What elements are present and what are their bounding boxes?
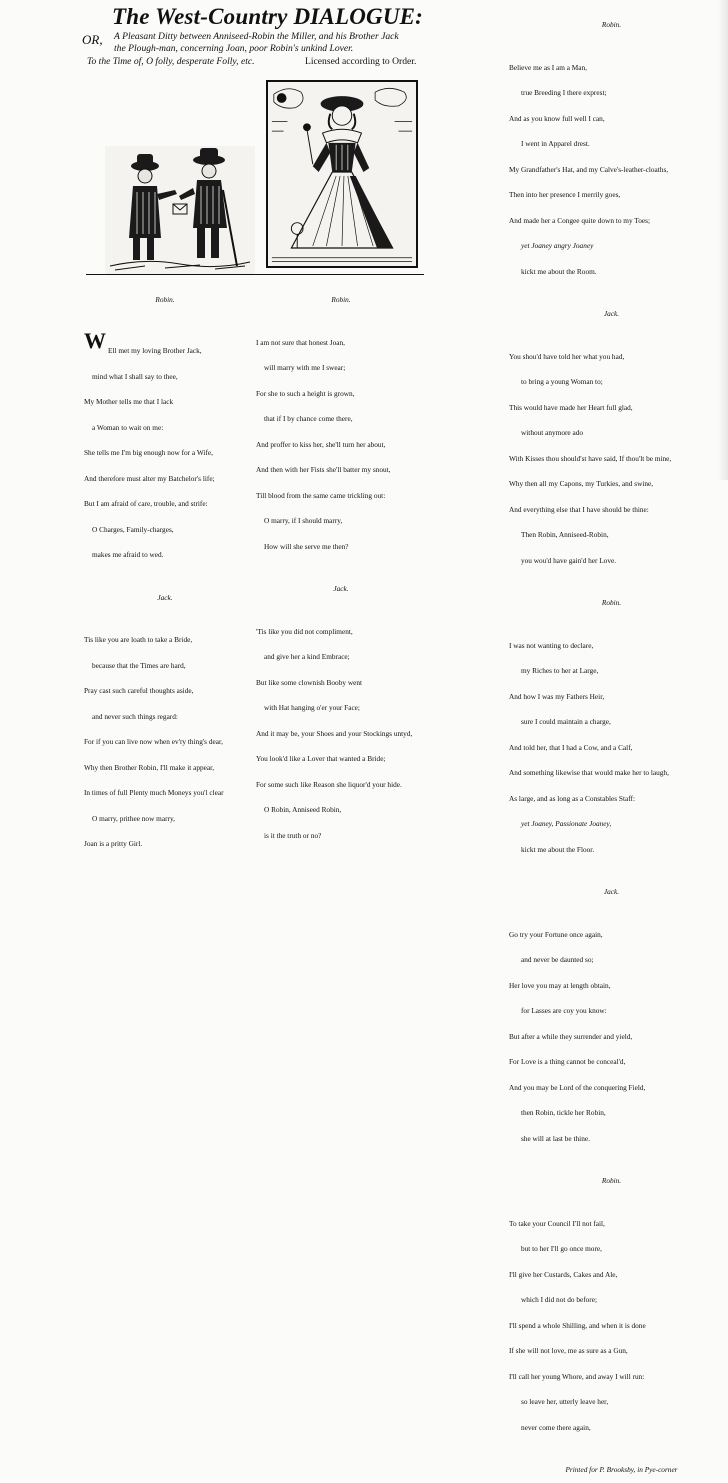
verse-line: O Robin, Anniseed Robin, [264,805,342,814]
verse-line: my Riches to her at Large, [521,666,599,675]
licensed-line: Licensed according to Order. [305,56,417,67]
verse-line: To take your Council I'll not fail, [509,1218,605,1228]
verse-line: that if I by chance come there, [264,414,353,423]
verse-line: you wou'd have gain'd her Love. [521,555,617,565]
verse-line: O Charges, Family-charges, [92,524,174,534]
speaker-label: Robin. [601,20,622,29]
subtitle-line: the Plough-man, concerning Joan, poor Robin's unkind Lover. [114,42,354,54]
stanza [84,619,246,866]
stanza [509,914,714,1161]
verse-line: Go try your Fortune once again, [509,929,603,939]
verse-line: For Love is a thing cannot be conceal'd, [509,1057,626,1066]
verse-line: kickt me about the Room. [521,266,597,276]
verse-line: is it the truth or no? [264,830,322,840]
verse-line: but to her I'll go once more, [521,1244,602,1253]
verse-line: In times of full Plenty much Moneys you'l clear [84,788,224,797]
verse-line: And something likewise that would make her to laugh, [509,768,669,777]
stanza [509,625,714,872]
verse-line: I am not sure that honest Joan, [256,337,345,347]
verse-line: Why then Brother Robin, I'll make it appear, [84,762,215,772]
woodcut-woman [266,80,418,268]
verse-line: Her love you may at length obtain, [509,980,611,990]
verse-line: This would have made her Heart full glad, [509,402,633,412]
verse-line: She tells me I'm big enough now for a Wife, [84,448,213,457]
verse-line: And everything else that I have should be thine: [509,504,649,514]
verse-line: For if you can live now when ev'ry thing's dear, [84,737,223,746]
verse-line: O marry, prithee now marry, [92,813,175,823]
verse-line: kickt me about the Floor. [521,844,595,854]
verse-line: How will she serve me then? [264,541,349,551]
verse-line: 'Tis like you did not compliment, [256,626,353,636]
section-rule [86,274,424,275]
subtitle-line: A Pleasant Ditty between Anniseed-Robin the Miller, and his Brother Jack [114,31,399,42]
verse-line: never come there again, [521,1422,591,1432]
stanza [509,47,714,294]
verse-line: and give her a kind Embrace; [264,652,350,661]
verse-line: sure I could maintain a charge, [521,717,611,726]
verse-line: Joan is a pritty Girl. [84,839,143,848]
verse-line: Then into her presence I merrily goes, [509,190,621,199]
verse-line: I went in Apparel drest. [521,139,590,148]
verse-line: And as you know full well I can, [509,113,605,123]
drop-cap: W [84,328,106,353]
speaker-label: Jack. [603,309,620,318]
verse-line: And made her a Congee quite down to my Toes; [509,215,651,225]
verse-column-1 [84,279,246,874]
verse-line: to bring a young Woman to; [521,377,603,386]
verse-line: will marry with me I swear; [264,363,346,372]
verse-line: But I am afraid of care, trouble, and strife: [84,499,208,508]
stanza [256,611,426,858]
verse-line: And then with her Fists she'll batter my snout, [256,465,391,474]
verse-line: But after a while they surrender and yield, [509,1031,633,1041]
verse-line: mind what I shall say to thee, [92,371,178,381]
verse-line: makes me afraid to wed. [92,550,164,559]
speaker-label: Robin. [155,295,175,304]
tune-line: To the Time of, O folly, desperate Folly, etc. [87,56,255,67]
imprint: Printed for P. Brooksby, in Pye-corner [565,1465,678,1474]
verse-line: and never be daunted so; [521,955,594,964]
verse-line: Till blood from the same came trickling out: [256,490,386,500]
verse-column-2 [256,279,426,866]
verse-line: You shou'd have told her what you had, [509,351,625,361]
verse-line: yet Joaney angry Joaney [521,241,594,250]
ballad-subtitle [114,31,434,54]
speaker-label: Robin. [601,598,622,607]
verse-line: with Hat hanging o'er your Face; [264,703,360,712]
stanza [84,322,246,577]
verse-line: And it may be, your Shoes and your Stockings untyd, [256,728,413,738]
verse-line: Tis like you are loath to take a Bride, [84,635,193,644]
verse-line: so leave her, utterly leave her, [521,1397,609,1406]
verse-line: true Breeding I there exprest; [521,88,607,97]
verse-line: yet Joaney, Passionate Joaney, [521,819,612,828]
verse-line: O marry, if I should marry, [264,516,343,525]
verse-line: For she to such a height is grown, [256,388,355,398]
verse-line: And therefore must alter my Batchelor's life; [84,473,215,483]
verse-line: You look'd like a Lover that wanted a Bride; [256,754,386,763]
speaker-label: Jack. [333,584,349,593]
verse-line: And proffer to kiss her, she'll turn her about, [256,439,386,449]
verse-line: If she will not love, me as sure as a Gun, [509,1346,628,1355]
verse-line: As large, and as long as a Constables Staff: [509,793,635,803]
page-edge-shadow [718,0,728,480]
verse-line: a Woman to wait on me: [92,422,164,432]
verse-line: Then Robin, Anniseed-Robin, [521,530,609,539]
verse-line: without anymore ado [521,428,584,437]
woodcut-two-men [105,146,255,274]
speaker-label: Robin. [601,1176,622,1185]
verse-column-3 [509,4,714,1483]
verse-line: for Lasses are coy you know: [521,1006,607,1015]
stanza [509,336,714,583]
verse-line: Why then all my Capons, my Turkies, and swine, [509,479,654,488]
verse-line: I'll give her Custards, Cakes and Ale, [509,1269,618,1279]
verse-line: I'll call her young Whore, and away I will run: [509,1371,645,1381]
stanza [509,1203,714,1450]
verse-line: I was not wanting to declare, [509,640,594,650]
verse-line: For some such like Reason she liquor'd your hide. [256,779,402,789]
verse-line: she will at last be thine. [521,1133,590,1143]
verse-line: I'll spend a whole Shilling, and when it is done [509,1320,646,1330]
verse-line: With Kisses thou should'st have said, If thou'lt be mine, [509,453,672,463]
verse-line: And you may be Lord of the conquering Field, [509,1082,646,1092]
verse-line: And how I was my Fathers Heir, [509,691,605,701]
speaker-label: Robin. [331,295,351,304]
verse-line: Pray cast such careful thoughts aside, [84,686,194,695]
stanza [256,322,426,569]
verse-line: And told her, that I had a Cow, and a Calf, [509,742,633,752]
verse-line: Believe me as I am a Man, [509,62,588,72]
verse-line: because that the Times are hard, [92,660,186,670]
verse-line: But like some clownish Booby went [256,677,363,687]
verse-line: My Grandfather's Hat, and my Calve's-leather-cloaths, [509,164,669,174]
verse-line: Ell met my loving Brother Jack, [108,346,202,355]
ballad-title: The West-Country DIALOGUE: [112,4,424,29]
title-or: OR, [82,32,103,47]
verse-line: My Mother tells me that I lack [84,397,174,406]
verse-line: which I did not do before; [521,1295,597,1304]
verse-line: then Robin, tickle her Robin, [521,1108,606,1117]
speaker-label: Jack. [157,592,173,602]
verse-line: and never such things regard: [92,711,178,721]
speaker-label: Jack. [603,887,620,896]
